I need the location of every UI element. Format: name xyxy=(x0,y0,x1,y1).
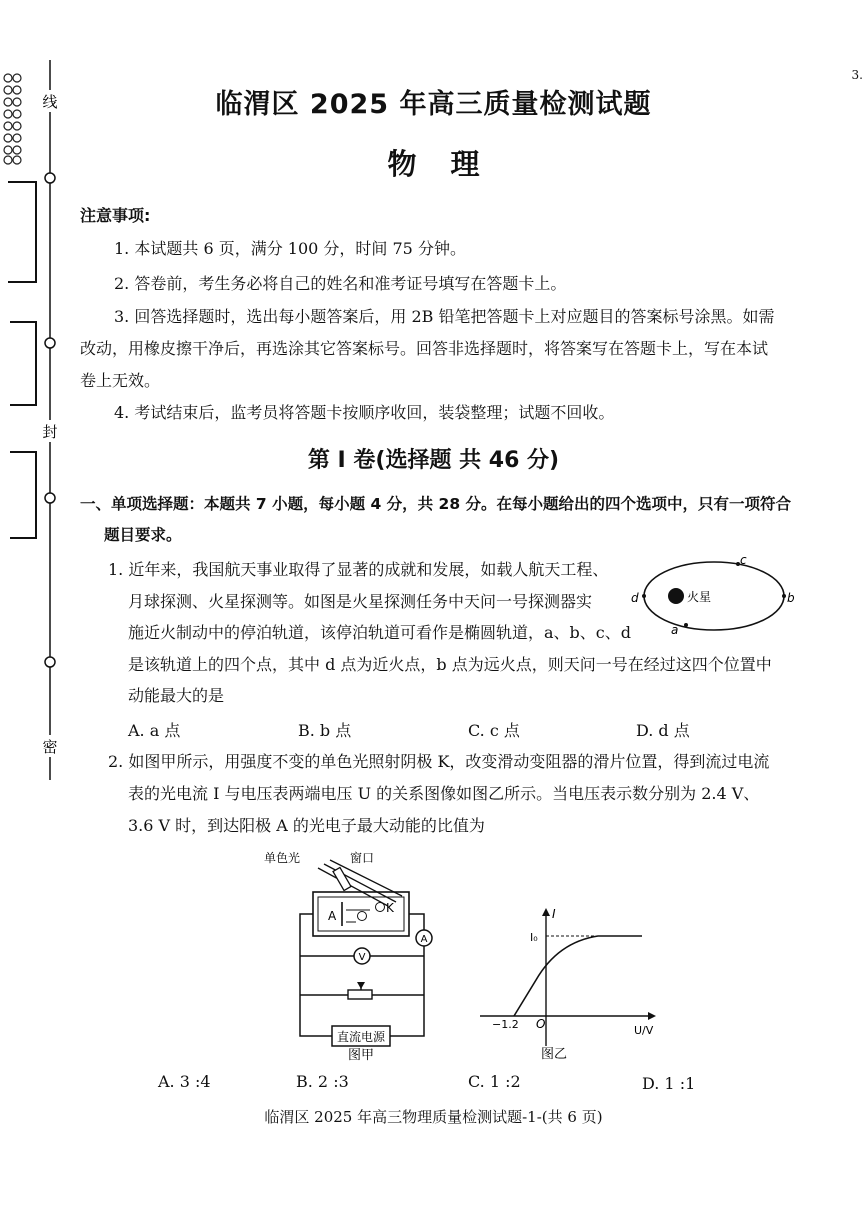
anode-label: A xyxy=(328,909,337,923)
q1-stem-line: 施近火制动中的停泊轨道，该停泊轨道可看作是椭圆轨道，a、b、c、d xyxy=(128,623,631,642)
fig-b-caption: 图乙 xyxy=(540,1047,568,1062)
y-axis-label: I xyxy=(552,907,556,921)
margin-char-xian: 线 xyxy=(42,93,58,111)
x-tick-label: −1.2 xyxy=(492,1018,519,1031)
q2-option-a: A. 3 :4 xyxy=(158,1072,211,1091)
q1-option-a: A. a 点 xyxy=(128,721,181,740)
power-label: 直流电源 xyxy=(336,1030,386,1044)
notes-item: 4. 考试结束后，监考员将答题卡按顺序收回，装袋整理；试题不回收。 xyxy=(114,403,615,422)
point-label-d: d xyxy=(631,591,639,605)
origin-label: O xyxy=(536,1017,546,1031)
ammeter-label: A xyxy=(420,934,428,945)
q2-stem-line: 表的光电流 I 与电压表两端电压 U 的关系图像如图乙所示。当电压表示数分别为 2.4 V、 xyxy=(128,784,760,803)
q2-stem-line: 2. 如图甲所示，用强度不变的单色光照射阴极 K，改变滑动变阻器的滑片位置，得到流过电流 xyxy=(108,752,770,771)
part1-instructions-cont: 题目要求。 xyxy=(104,526,182,544)
saturation-label: I₀ xyxy=(530,931,538,944)
window-label: 窗口 xyxy=(350,851,375,865)
planet-label: 火星 xyxy=(687,590,712,604)
notes-item: 卷上无效。 xyxy=(80,371,161,390)
point-label-a: a xyxy=(671,623,679,637)
fig-a-caption: 图甲 xyxy=(347,1048,375,1062)
mars-planet xyxy=(668,588,684,604)
margin-char-feng: 封 xyxy=(42,423,58,441)
iu-curve xyxy=(514,936,642,1016)
page-footer: 临渭区 2025 年高三物理质量检测试题-1-(共 6 页) xyxy=(264,1108,603,1126)
notes-item: 2. 答卷前，考生务必将自己的姓名和准考证号填写在答题卡上。 xyxy=(114,274,567,293)
light-rays xyxy=(318,860,402,906)
q1-option-d: D. d 点 xyxy=(636,721,690,740)
notes-heading: 注意事项: xyxy=(80,206,151,225)
q1-stem-line: 1. 近年来，我国航天事业取得了显著的成就和发展，如载人航天工程、 xyxy=(108,560,609,579)
point-label-b: b xyxy=(787,591,795,605)
q2-circuit-figure xyxy=(258,846,448,1062)
light-label: 单色光 xyxy=(264,851,301,865)
part1-instructions: 一、单项选择题：本题共 7 小题，每小题 4 分，共 28 分。在每小题给出的四个选项中，只有一项符合 xyxy=(80,495,792,513)
point-label-c: c xyxy=(740,553,747,567)
q1-option-c: C. c 点 xyxy=(468,721,520,740)
q2-option-c: C. 1 :2 xyxy=(468,1072,521,1091)
exam-title: 临渭区 2025 年高三质量检测试题 xyxy=(215,89,652,120)
q2-stem-line: 3.6 V 时，到达阳极 A 的光电子最大动能的比值为 xyxy=(128,816,485,835)
notes-item: 改动，用橡皮擦干净后，再选涂其它答案标号。回答非选择题时，将答案写在答题卡上，写在本试 xyxy=(80,339,769,358)
q2-option-b: B. 2 :3 xyxy=(296,1072,349,1091)
subject-title: 物理 xyxy=(387,147,514,181)
section-title: 第 I 卷(选择题 共 46 分) xyxy=(307,448,560,473)
rheostat xyxy=(348,990,372,999)
q1-option-b: B. b 点 xyxy=(298,721,352,740)
q1-stem-line: 动能最大的是 xyxy=(128,686,225,705)
x-axis-label: U/V xyxy=(634,1024,654,1037)
orbit-ellipse xyxy=(644,562,784,630)
cathode-label: K xyxy=(386,901,394,915)
q2-option-d: D. 1 :1 xyxy=(642,1074,696,1093)
q1-stem-line: 是该轨道上的四个点，其中 d 点为近火点，b 点为远火点，则天问一号在经过这四个位置中 xyxy=(128,655,772,674)
margin-char-mi: 密 xyxy=(42,738,58,756)
notes-item: 3. 回答选择题时，选出每小题答案后，用 2B 铅笔把答题卡上对应题目的答案标号涂黑。如需 xyxy=(114,307,775,326)
q1-stem-line: 月球探测、火星探测等。如图是火星探测任务中天问一号探测器实 xyxy=(128,592,593,611)
q2-iu-graph xyxy=(474,904,674,1062)
notes-item: 1. 本试题共 6 页，满分 100 分，时间 75 分钟。 xyxy=(114,239,466,258)
q1-orbit-figure xyxy=(626,552,802,640)
voltmeter-label: V xyxy=(358,952,366,963)
page-corner-mark: 3. xyxy=(851,68,863,82)
